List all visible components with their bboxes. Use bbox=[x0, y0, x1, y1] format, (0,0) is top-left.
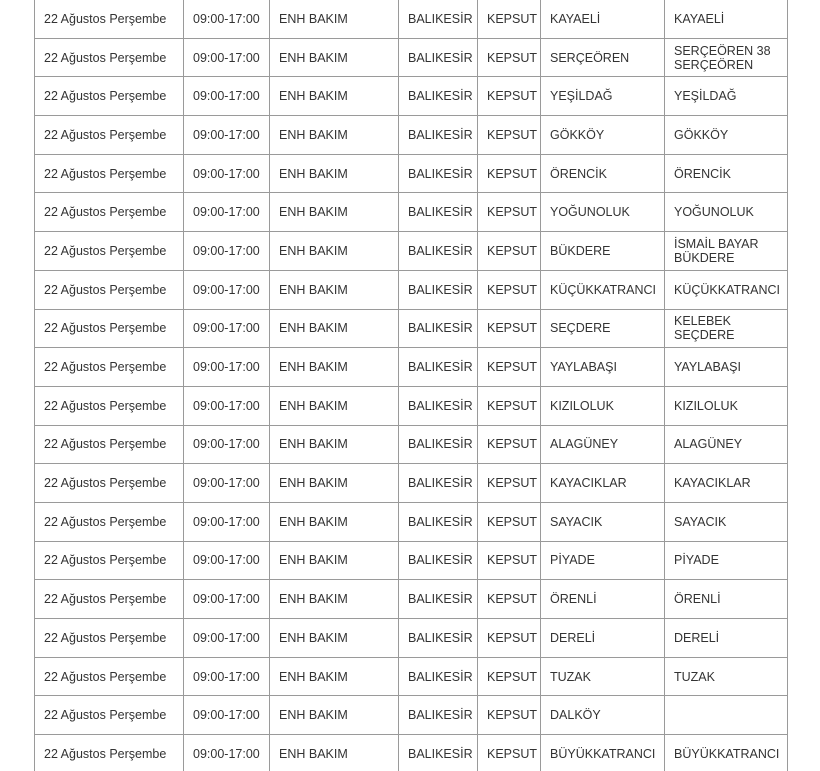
table-row bbox=[35, 309, 788, 348]
district-cell: KEPSUT bbox=[478, 464, 541, 503]
work-type-cell: ENH BAKIM bbox=[270, 619, 399, 658]
table-row bbox=[35, 657, 788, 696]
date-cell: 22 Ağustos Perşembe bbox=[35, 116, 184, 155]
table-row bbox=[35, 696, 788, 735]
table-row bbox=[35, 0, 788, 38]
time-cell: 09:00-17:00 bbox=[184, 193, 270, 232]
neighborhood-cell: YAYLABAŞI bbox=[541, 348, 665, 387]
city-cell: BALIKESİR bbox=[399, 425, 478, 464]
neighborhood-cell: KIZILOLUK bbox=[541, 386, 665, 425]
district-cell: KEPSUT bbox=[478, 619, 541, 658]
neighborhood-cell: PİYADE bbox=[541, 541, 665, 580]
date-cell: 22 Ağustos Perşembe bbox=[35, 425, 184, 464]
date-cell: 22 Ağustos Perşembe bbox=[35, 657, 184, 696]
outage-table bbox=[34, 0, 788, 771]
table-row bbox=[35, 464, 788, 503]
work-type-cell: ENH BAKIM bbox=[270, 386, 399, 425]
district-cell: KEPSUT bbox=[478, 0, 541, 38]
time-cell: 09:00-17:00 bbox=[184, 541, 270, 580]
neighborhood-cell: BÜKDERE bbox=[541, 232, 665, 271]
street-cell: SAYACIK bbox=[665, 502, 788, 541]
city-cell: BALIKESİR bbox=[399, 309, 478, 348]
district-cell: KEPSUT bbox=[478, 309, 541, 348]
district-cell: KEPSUT bbox=[478, 270, 541, 309]
district-cell: KEPSUT bbox=[478, 425, 541, 464]
table-row bbox=[35, 77, 788, 116]
date-cell: 22 Ağustos Perşembe bbox=[35, 232, 184, 271]
date-cell: 22 Ağustos Perşembe bbox=[35, 309, 184, 348]
city-cell: BALIKESİR bbox=[399, 348, 478, 387]
time-cell: 09:00-17:00 bbox=[184, 696, 270, 735]
district-cell: KEPSUT bbox=[478, 232, 541, 271]
street-cell: TUZAK bbox=[665, 657, 788, 696]
date-cell: 22 Ağustos Perşembe bbox=[35, 348, 184, 387]
city-cell: BALIKESİR bbox=[399, 270, 478, 309]
date-cell: 22 Ağustos Perşembe bbox=[35, 154, 184, 193]
time-cell: 09:00-17:00 bbox=[184, 270, 270, 309]
time-cell: 09:00-17:00 bbox=[184, 657, 270, 696]
date-cell: 22 Ağustos Perşembe bbox=[35, 386, 184, 425]
time-cell: 09:00-17:00 bbox=[184, 619, 270, 658]
date-cell: 22 Ağustos Perşembe bbox=[35, 38, 184, 77]
street-cell: KÜÇÜKKATRANCI bbox=[665, 270, 788, 309]
date-cell: 22 Ağustos Perşembe bbox=[35, 193, 184, 232]
neighborhood-cell: ALAGÜNEY bbox=[541, 425, 665, 464]
neighborhood-cell: BÜYÜKKATRANCI bbox=[541, 735, 665, 771]
work-type-cell: ENH BAKIM bbox=[270, 735, 399, 771]
street-cell: ÖRENCİK bbox=[665, 154, 788, 193]
time-cell: 09:00-17:00 bbox=[184, 116, 270, 155]
table-row bbox=[35, 348, 788, 387]
district-cell: KEPSUT bbox=[478, 193, 541, 232]
time-cell: 09:00-17:00 bbox=[184, 309, 270, 348]
table-row bbox=[35, 502, 788, 541]
neighborhood-cell: SEÇDERE bbox=[541, 309, 665, 348]
neighborhood-cell: DALKÖY bbox=[541, 696, 665, 735]
work-type-cell: ENH BAKIM bbox=[270, 657, 399, 696]
work-type-cell: ENH BAKIM bbox=[270, 425, 399, 464]
street-cell: SERÇEÖREN 38 SERÇEÖREN bbox=[665, 38, 788, 77]
city-cell: BALIKESİR bbox=[399, 0, 478, 38]
date-cell: 22 Ağustos Perşembe bbox=[35, 541, 184, 580]
date-cell: 22 Ağustos Perşembe bbox=[35, 619, 184, 658]
street-cell: KAYAELİ bbox=[665, 0, 788, 38]
table-row bbox=[35, 232, 788, 271]
time-cell: 09:00-17:00 bbox=[184, 386, 270, 425]
date-cell: 22 Ağustos Perşembe bbox=[35, 735, 184, 771]
district-cell: KEPSUT bbox=[478, 580, 541, 619]
work-type-cell: ENH BAKIM bbox=[270, 541, 399, 580]
city-cell: BALIKESİR bbox=[399, 193, 478, 232]
work-type-cell: ENH BAKIM bbox=[270, 270, 399, 309]
time-cell: 09:00-17:00 bbox=[184, 348, 270, 387]
street-cell: GÖKKÖY bbox=[665, 116, 788, 155]
date-cell: 22 Ağustos Perşembe bbox=[35, 0, 184, 38]
work-type-cell: ENH BAKIM bbox=[270, 464, 399, 503]
street-cell bbox=[665, 696, 788, 735]
date-cell: 22 Ağustos Perşembe bbox=[35, 502, 184, 541]
city-cell: BALIKESİR bbox=[399, 541, 478, 580]
table-row bbox=[35, 270, 788, 309]
date-cell: 22 Ağustos Perşembe bbox=[35, 77, 184, 116]
time-cell: 09:00-17:00 bbox=[184, 735, 270, 771]
table-row bbox=[35, 386, 788, 425]
date-cell: 22 Ağustos Perşembe bbox=[35, 270, 184, 309]
time-cell: 09:00-17:00 bbox=[184, 425, 270, 464]
street-cell: KIZILOLUK bbox=[665, 386, 788, 425]
street-cell: YEŞİLDAĞ bbox=[665, 77, 788, 116]
table-row bbox=[35, 425, 788, 464]
table-row bbox=[35, 735, 788, 771]
city-cell: BALIKESİR bbox=[399, 657, 478, 696]
neighborhood-cell: DERELİ bbox=[541, 619, 665, 658]
district-cell: KEPSUT bbox=[478, 696, 541, 735]
city-cell: BALIKESİR bbox=[399, 502, 478, 541]
city-cell: BALIKESİR bbox=[399, 77, 478, 116]
table-row bbox=[35, 116, 788, 155]
neighborhood-cell: SERÇEÖREN bbox=[541, 38, 665, 77]
street-cell: PİYADE bbox=[665, 541, 788, 580]
table-row bbox=[35, 154, 788, 193]
time-cell: 09:00-17:00 bbox=[184, 502, 270, 541]
city-cell: BALIKESİR bbox=[399, 116, 478, 155]
neighborhood-cell: SAYACIK bbox=[541, 502, 665, 541]
neighborhood-cell: YEŞİLDAĞ bbox=[541, 77, 665, 116]
neighborhood-cell: KÜÇÜKKATRANCI bbox=[541, 270, 665, 309]
table-row bbox=[35, 619, 788, 658]
street-cell: KAYACIKLAR bbox=[665, 464, 788, 503]
table-row bbox=[35, 580, 788, 619]
street-cell: İSMAİL BAYAR BÜKDERE bbox=[665, 232, 788, 271]
time-cell: 09:00-17:00 bbox=[184, 154, 270, 193]
city-cell: BALIKESİR bbox=[399, 232, 478, 271]
city-cell: BALIKESİR bbox=[399, 580, 478, 619]
street-cell: YAYLABAŞI bbox=[665, 348, 788, 387]
table-row bbox=[35, 38, 788, 77]
table-row bbox=[35, 193, 788, 232]
city-cell: BALIKESİR bbox=[399, 619, 478, 658]
neighborhood-cell: ÖRENCİK bbox=[541, 154, 665, 193]
time-cell: 09:00-17:00 bbox=[184, 77, 270, 116]
neighborhood-cell: TUZAK bbox=[541, 657, 665, 696]
street-cell: ÖRENLİ bbox=[665, 580, 788, 619]
street-cell: KELEBEK SEÇDERE bbox=[665, 309, 788, 348]
time-cell: 09:00-17:00 bbox=[184, 464, 270, 503]
street-cell: DERELİ bbox=[665, 619, 788, 658]
neighborhood-cell: KAYACIKLAR bbox=[541, 464, 665, 503]
city-cell: BALIKESİR bbox=[399, 38, 478, 77]
time-cell: 09:00-17:00 bbox=[184, 580, 270, 619]
neighborhood-cell: GÖKKÖY bbox=[541, 116, 665, 155]
work-type-cell: ENH BAKIM bbox=[270, 309, 399, 348]
time-cell: 09:00-17:00 bbox=[184, 0, 270, 38]
work-type-cell: ENH BAKIM bbox=[270, 77, 399, 116]
district-cell: KEPSUT bbox=[478, 657, 541, 696]
district-cell: KEPSUT bbox=[478, 77, 541, 116]
date-cell: 22 Ağustos Perşembe bbox=[35, 464, 184, 503]
city-cell: BALIKESİR bbox=[399, 696, 478, 735]
district-cell: KEPSUT bbox=[478, 348, 541, 387]
work-type-cell: ENH BAKIM bbox=[270, 232, 399, 271]
city-cell: BALIKESİR bbox=[399, 464, 478, 503]
district-cell: KEPSUT bbox=[478, 386, 541, 425]
work-type-cell: ENH BAKIM bbox=[270, 154, 399, 193]
date-cell: 22 Ağustos Perşembe bbox=[35, 696, 184, 735]
street-cell: YOĞUNOLUK bbox=[665, 193, 788, 232]
work-type-cell: ENH BAKIM bbox=[270, 38, 399, 77]
work-type-cell: ENH BAKIM bbox=[270, 116, 399, 155]
district-cell: KEPSUT bbox=[478, 541, 541, 580]
work-type-cell: ENH BAKIM bbox=[270, 0, 399, 38]
time-cell: 09:00-17:00 bbox=[184, 232, 270, 271]
street-cell: ALAGÜNEY bbox=[665, 425, 788, 464]
city-cell: BALIKESİR bbox=[399, 386, 478, 425]
work-type-cell: ENH BAKIM bbox=[270, 580, 399, 619]
city-cell: BALIKESİR bbox=[399, 154, 478, 193]
work-type-cell: ENH BAKIM bbox=[270, 193, 399, 232]
work-type-cell: ENH BAKIM bbox=[270, 696, 399, 735]
work-type-cell: ENH BAKIM bbox=[270, 348, 399, 387]
table-row bbox=[35, 541, 788, 580]
neighborhood-cell: YOĞUNOLUK bbox=[541, 193, 665, 232]
district-cell: KEPSUT bbox=[478, 735, 541, 771]
time-cell: 09:00-17:00 bbox=[184, 38, 270, 77]
district-cell: KEPSUT bbox=[478, 38, 541, 77]
city-cell: BALIKESİR bbox=[399, 735, 478, 771]
neighborhood-cell: KAYAELİ bbox=[541, 0, 665, 38]
district-cell: KEPSUT bbox=[478, 116, 541, 155]
outage-table-body bbox=[35, 0, 788, 771]
district-cell: KEPSUT bbox=[478, 502, 541, 541]
work-type-cell: ENH BAKIM bbox=[270, 502, 399, 541]
street-cell: BÜYÜKKATRANCI bbox=[665, 735, 788, 771]
neighborhood-cell: ÖRENLİ bbox=[541, 580, 665, 619]
date-cell: 22 Ağustos Perşembe bbox=[35, 580, 184, 619]
district-cell: KEPSUT bbox=[478, 154, 541, 193]
